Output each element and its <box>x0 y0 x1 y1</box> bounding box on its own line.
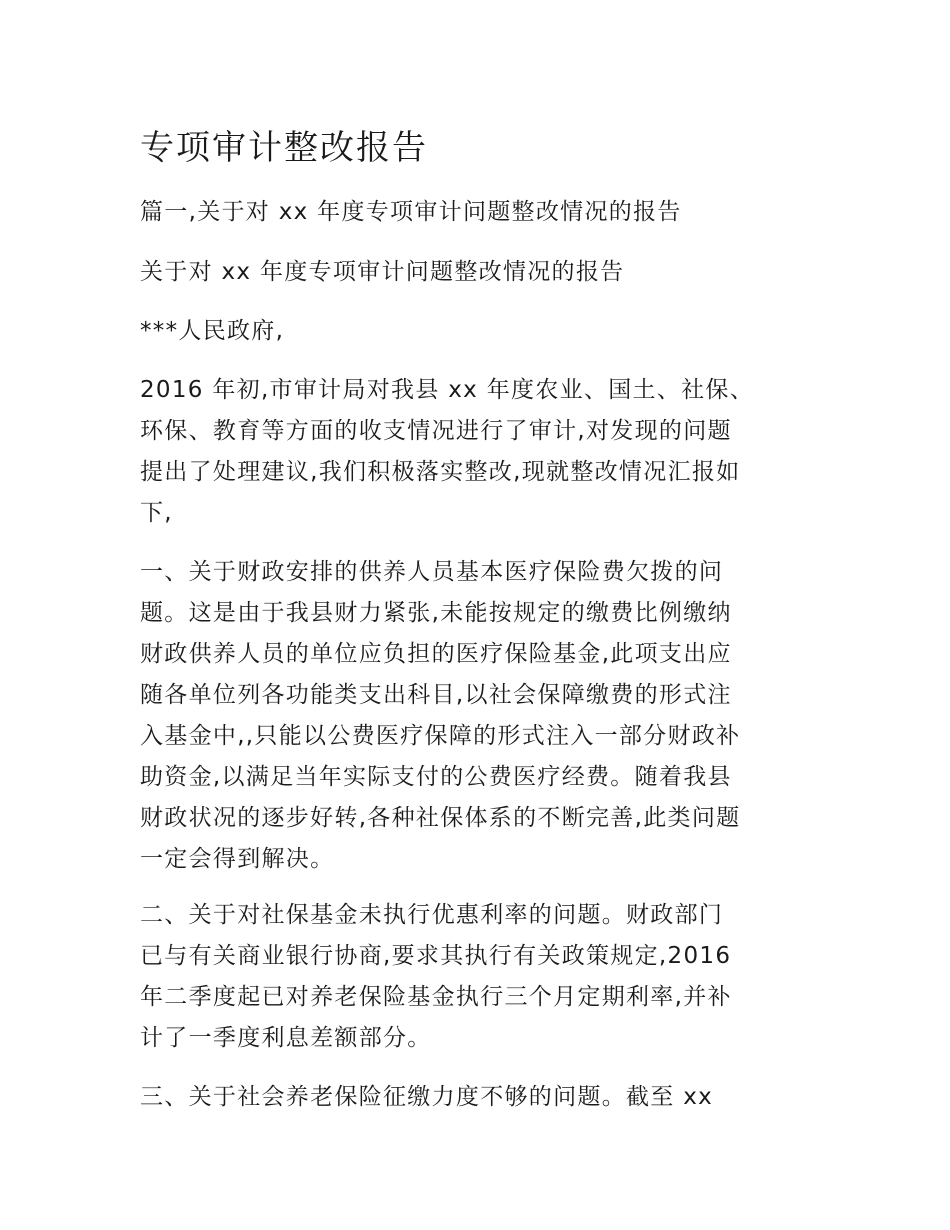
paragraph-line: 入基金中,,只能以公费医疗保障的形式注入一部分财政补 <box>140 723 741 749</box>
paragraph-line: 提出了处理建议,我们积极落实整改,现就整改情况汇报如 <box>140 459 741 485</box>
paragraph-line: 一定会得到解决。 <box>140 846 335 872</box>
paragraph-line: 年二季度起已对养老保险基金执行三个月定期利率,并补 <box>140 984 732 1010</box>
salutation: ***人民政府, <box>140 318 285 344</box>
paragraph-line: 财政状况的逐步好转,各种社保体系的不断完善,此类问题 <box>140 805 741 831</box>
paragraph-line: 2016 年初,市审计局对我县 xx 年度农业、国土、社保、 <box>140 377 754 403</box>
paragraph-line: 计了一季度利息差额部分。 <box>140 1025 432 1051</box>
paragraph-line: 题。这是由于我县财力紧张,未能按规定的缴费比例缴纳 <box>140 600 732 626</box>
paragraph-line: 环保、教育等方面的收支情况进行了审计,对发现的问题 <box>140 418 732 444</box>
paragraph-line: 三、关于社会养老保险征缴力度不够的问题。截至 xx <box>140 1084 714 1110</box>
report-heading: 关于对 xx 年度专项审计问题整改情况的报告 <box>140 259 625 285</box>
intro-paragraph <box>140 370 810 534</box>
document-subtitle: 篇一,关于对 xx 年度专项审计问题整改情况的报告 <box>140 199 682 225</box>
paragraph-line: 一、关于财政安排的供养人员基本医疗保险费欠拨的问 <box>140 559 724 585</box>
section-3-paragraph <box>140 1077 810 1118</box>
document-title: 专项审计整改报告 <box>140 128 428 168</box>
paragraph-line: 已与有关商业银行协商,要求其执行有关政策规定,2016 <box>140 943 732 969</box>
paragraph-line: 随各单位列各功能类支出科目,以社会保障缴费的形式注 <box>140 682 732 708</box>
paragraph-line: 二、关于对社保基金未执行优惠利率的问题。财政部门 <box>140 902 724 928</box>
section-2-paragraph <box>140 895 810 1059</box>
paragraph-line: 助资金,以满足当年实际支付的公费医疗经费。随着我县 <box>140 764 732 790</box>
section-1-paragraph <box>140 552 810 880</box>
paragraph-line: 财政供养人员的单位应负担的医疗保险基金,此项支出应 <box>140 641 732 667</box>
paragraph-line: 下, <box>140 500 173 526</box>
